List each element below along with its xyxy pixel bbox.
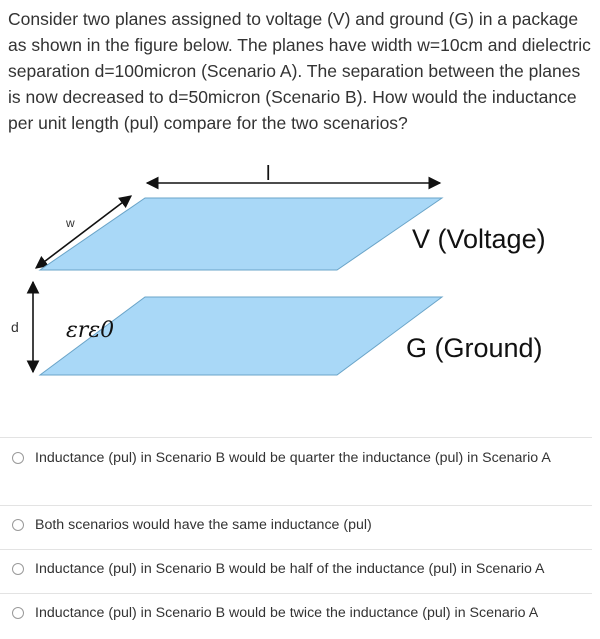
radio-button-1[interactable] xyxy=(12,452,24,464)
radio-button-2[interactable] xyxy=(12,519,24,531)
answer-option-3[interactable] xyxy=(0,549,592,594)
answer-option-2-label[interactable]: Both scenarios would have the same inductance (pul) xyxy=(35,517,372,533)
dielectric-label: εrε0 xyxy=(66,318,115,343)
separation-label: d xyxy=(11,319,19,335)
plane-diagram-svg xyxy=(0,160,600,410)
plane-diagram xyxy=(0,160,600,410)
length-label: l xyxy=(266,163,271,185)
voltage-plane xyxy=(40,198,442,270)
question-text: Consider two planes assigned to voltage (V) and ground (G) in a package as shown in the figure below. The planes have width w=10cm and dielectric separation d=100micron (Scenario A). The separation between the planes is now decreased to d=50micron (Scenario B). How would the inductance per unit length (pul) compare for the two scenarios? xyxy=(8,9,591,133)
answer-option-1-label[interactable]: Inductance (pul) in Scenario B would be quarter the inductance (pul) in Scenario A xyxy=(35,450,551,466)
radio-button-3[interactable] xyxy=(12,563,24,575)
answer-option-3-label[interactable]: Inductance (pul) in Scenario B would be half of the inductance (pul) in Scenario A xyxy=(35,561,545,577)
ground-label: G (Ground) xyxy=(406,333,543,363)
answer-option-4-label[interactable]: Inductance (pul) in Scenario B would be twice the inductance (pul) in Scenario A xyxy=(35,605,539,621)
answer-option-4[interactable] xyxy=(0,593,592,638)
voltage-label: V (Voltage) xyxy=(412,224,546,254)
answer-option-2[interactable] xyxy=(0,505,592,550)
answer-option-1[interactable] xyxy=(0,437,592,506)
radio-button-4[interactable] xyxy=(12,607,24,619)
width-label: w xyxy=(66,216,75,230)
